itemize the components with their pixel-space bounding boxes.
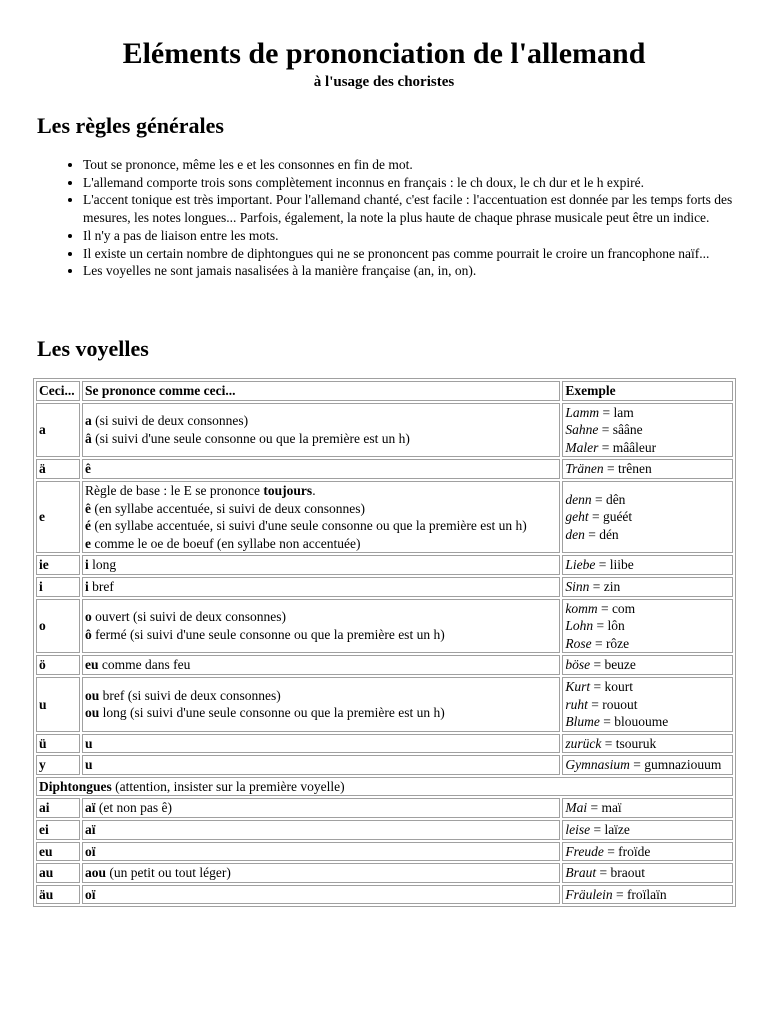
sound-bold: i bbox=[84, 557, 89, 573]
table-row bbox=[36, 677, 733, 732]
table-row bbox=[36, 481, 733, 553]
sound-bold: oï bbox=[84, 886, 96, 902]
letter-cell: a bbox=[36, 403, 80, 458]
example-word: Braut bbox=[565, 865, 597, 881]
pronunciation-cell bbox=[82, 755, 560, 775]
letter-cell: e bbox=[36, 481, 80, 553]
example-word: den bbox=[565, 526, 585, 542]
example-cell: böse = beuze bbox=[562, 655, 733, 675]
example-word: Kurt bbox=[565, 678, 591, 694]
example-cell: denn = dên geht = guéét den = dén bbox=[562, 481, 733, 553]
pronunciation-cell bbox=[82, 734, 560, 754]
example-word: böse bbox=[565, 657, 591, 673]
list-item: • Les voyelles ne sont jamais nasalisées à la manière française (an, in, on). bbox=[83, 262, 768, 280]
pronunciation-cell bbox=[82, 842, 560, 862]
diphtongues-label: Diphtongues bbox=[39, 778, 112, 794]
pronunciation-cell bbox=[82, 885, 560, 905]
sound-bold: aï bbox=[84, 822, 96, 838]
sound-bold: ou bbox=[84, 705, 100, 721]
list-item: • L'accent tonique est très important. Pour l'allemand chanté, c'est facile : l'accentuation est donnée par les temps forts des mesures, les notes longues... Parfois, également, la note la plus haute de chaque phrase musicale peut être un indice. bbox=[83, 191, 768, 226]
table-row bbox=[36, 459, 733, 479]
table-row bbox=[36, 863, 733, 883]
sound-bold: eu bbox=[84, 657, 99, 673]
example-word: komm bbox=[565, 600, 598, 616]
table-header-row bbox=[36, 381, 733, 401]
example-word: Maler bbox=[565, 439, 599, 455]
example-word: geht bbox=[565, 509, 589, 525]
table-row bbox=[36, 842, 733, 862]
example-word: ruht bbox=[565, 696, 588, 712]
table-row bbox=[36, 885, 733, 905]
example-word: Mai bbox=[565, 800, 588, 816]
letter-cell: eu bbox=[36, 842, 80, 862]
example-cell: Braut = braout bbox=[562, 863, 733, 883]
sound-bold: u bbox=[84, 757, 93, 773]
sound-bold: i bbox=[84, 578, 89, 594]
header-exemple: Exemple bbox=[562, 381, 733, 401]
table-row bbox=[36, 755, 733, 775]
header-ceci: Ceci... bbox=[36, 381, 80, 401]
sound-bold: â bbox=[84, 430, 92, 446]
pronunciation-cell: eu comme dans feu bbox=[82, 655, 560, 675]
example-word: Sahne bbox=[565, 422, 599, 438]
vowels-table bbox=[33, 378, 736, 907]
letter-cell: ei bbox=[36, 820, 80, 840]
list-item: • Tout se prononce, même les e et les consonnes en fin de mot. bbox=[83, 156, 768, 174]
example-cell: Liebe = liibe bbox=[562, 555, 733, 575]
sound-bold: oï bbox=[84, 843, 96, 859]
letter-cell: ä bbox=[36, 459, 80, 479]
pronunciation-cell: o ouvert (si suivi de deux consonnes) ô fermé (si suivi d'une seule consonne ou que la première est un h) bbox=[82, 599, 560, 654]
emphasis-text: toujours bbox=[263, 482, 313, 498]
sound-bold: ou bbox=[84, 687, 100, 703]
pronunciation-cell: i bref bbox=[82, 577, 560, 597]
list-item: • Il existe un certain nombre de diphtongues qui ne se prononcent pas comme pourrait le croire un francophone naïf... bbox=[83, 245, 768, 263]
letter-cell: u bbox=[36, 677, 80, 732]
table-row bbox=[36, 577, 733, 597]
pronunciation-cell bbox=[82, 459, 560, 479]
example-word: Lamm bbox=[565, 404, 600, 420]
table-row bbox=[36, 734, 733, 754]
pronunciation-cell: Règle de base : le E se prononce toujours. ê (en syllabe accentuée, si suivi de deux consonnes) é (en syllabe accentuée, si suivi d'une seule consonne ou que la première est un h) e comme le oe de boeuf (en syllabe non accentuée) bbox=[82, 481, 560, 553]
example-cell: Lamm = lam Sahne = sââne Maler = mââleur bbox=[562, 403, 733, 458]
example-cell: Fräulein = froïlaïn bbox=[562, 885, 733, 905]
example-word: Freude bbox=[565, 843, 604, 859]
example-cell: Mai = maï bbox=[562, 798, 733, 818]
example-word: denn bbox=[565, 491, 592, 507]
example-cell: zurück = tsouruk bbox=[562, 734, 733, 754]
letter-cell: äu bbox=[36, 885, 80, 905]
example-word: Gymnasium bbox=[565, 757, 630, 773]
pronunciation-cell: ou bref (si suivi de deux consonnes) ou long (si suivi d'une seule consonne ou que la première est un h) bbox=[82, 677, 560, 732]
letter-cell: ie bbox=[36, 555, 80, 575]
example-cell: komm = com Lohn = lôn Rose = rôze bbox=[562, 599, 733, 654]
list-item: • L'allemand comporte trois sons complètement inconnus en français : le ch doux, le ch dur et le h expiré. bbox=[83, 174, 768, 192]
letter-cell: ai bbox=[36, 798, 80, 818]
example-word: zurück bbox=[565, 735, 602, 751]
sound-bold: ô bbox=[84, 626, 92, 642]
table-row bbox=[36, 599, 733, 654]
sound-bold: u bbox=[84, 735, 93, 751]
table-row bbox=[36, 798, 733, 818]
pronunciation-cell bbox=[82, 820, 560, 840]
example-cell: Sinn = zin bbox=[562, 577, 733, 597]
letter-cell: ü bbox=[36, 734, 80, 754]
list-item: • Il n'y a pas de liaison entre les mots. bbox=[83, 227, 768, 245]
table-row bbox=[36, 820, 733, 840]
sound-bold: ê bbox=[84, 500, 91, 516]
sound-bold: a bbox=[84, 413, 92, 429]
letter-cell: au bbox=[36, 863, 80, 883]
rules-list bbox=[36, 156, 768, 280]
letter-cell: y bbox=[36, 755, 80, 775]
example-word: Tränen bbox=[565, 461, 604, 477]
sound-bold: ê bbox=[84, 461, 91, 477]
diphtongues-cell: Diphtongues (attention, insister sur la première voyelle) bbox=[36, 777, 733, 797]
example-word: Blume bbox=[565, 714, 600, 730]
sound-bold: o bbox=[84, 609, 92, 625]
example-cell: leise = laïze bbox=[562, 820, 733, 840]
header-prononciation: Se prononce comme ceci... bbox=[82, 381, 560, 401]
example-cell: Freude = froïde bbox=[562, 842, 733, 862]
table-row bbox=[36, 655, 733, 675]
table-row bbox=[36, 555, 733, 575]
letter-cell: i bbox=[36, 577, 80, 597]
sound-bold: e bbox=[84, 535, 91, 551]
example-cell: Gymnasium = gumnaziouum bbox=[562, 755, 733, 775]
example-word: Liebe bbox=[565, 557, 596, 573]
example-word: Fräulein bbox=[565, 886, 613, 902]
pronunciation-cell: aï (et non pas ê) bbox=[82, 798, 560, 818]
pronunciation-cell: i long bbox=[82, 555, 560, 575]
example-cell: Kurt = kourt ruht = rouout Blume = blououme bbox=[562, 677, 733, 732]
example-word: Sinn bbox=[565, 578, 590, 594]
vowels-table-body bbox=[36, 403, 733, 905]
page-title: Eléments de prononciation de l'allemand bbox=[122, 37, 646, 70]
letter-cell: o bbox=[36, 599, 80, 654]
diphtongues-row bbox=[36, 777, 733, 797]
pronunciation-cell: aou (un petit ou tout léger) bbox=[82, 863, 560, 883]
table-row bbox=[36, 403, 733, 458]
section-heading-regles: Les règles générales bbox=[37, 113, 224, 138]
example-word: Rose bbox=[565, 635, 592, 651]
example-word: Lohn bbox=[565, 618, 594, 634]
section-heading-voyelles: Les voyelles bbox=[37, 336, 149, 361]
sound-bold: é bbox=[84, 518, 91, 534]
page-subtitle: à l'usage des choristes bbox=[313, 74, 455, 90]
sound-bold: aou bbox=[84, 865, 106, 881]
pronunciation-cell: a (si suivi de deux consonnes) â (si suivi d'une seule consonne ou que la première est un h) bbox=[82, 403, 560, 458]
example-cell: Tränen = trênen bbox=[562, 459, 733, 479]
letter-cell: ö bbox=[36, 655, 80, 675]
example-word: leise bbox=[565, 822, 591, 838]
sound-bold: aï bbox=[84, 800, 96, 816]
